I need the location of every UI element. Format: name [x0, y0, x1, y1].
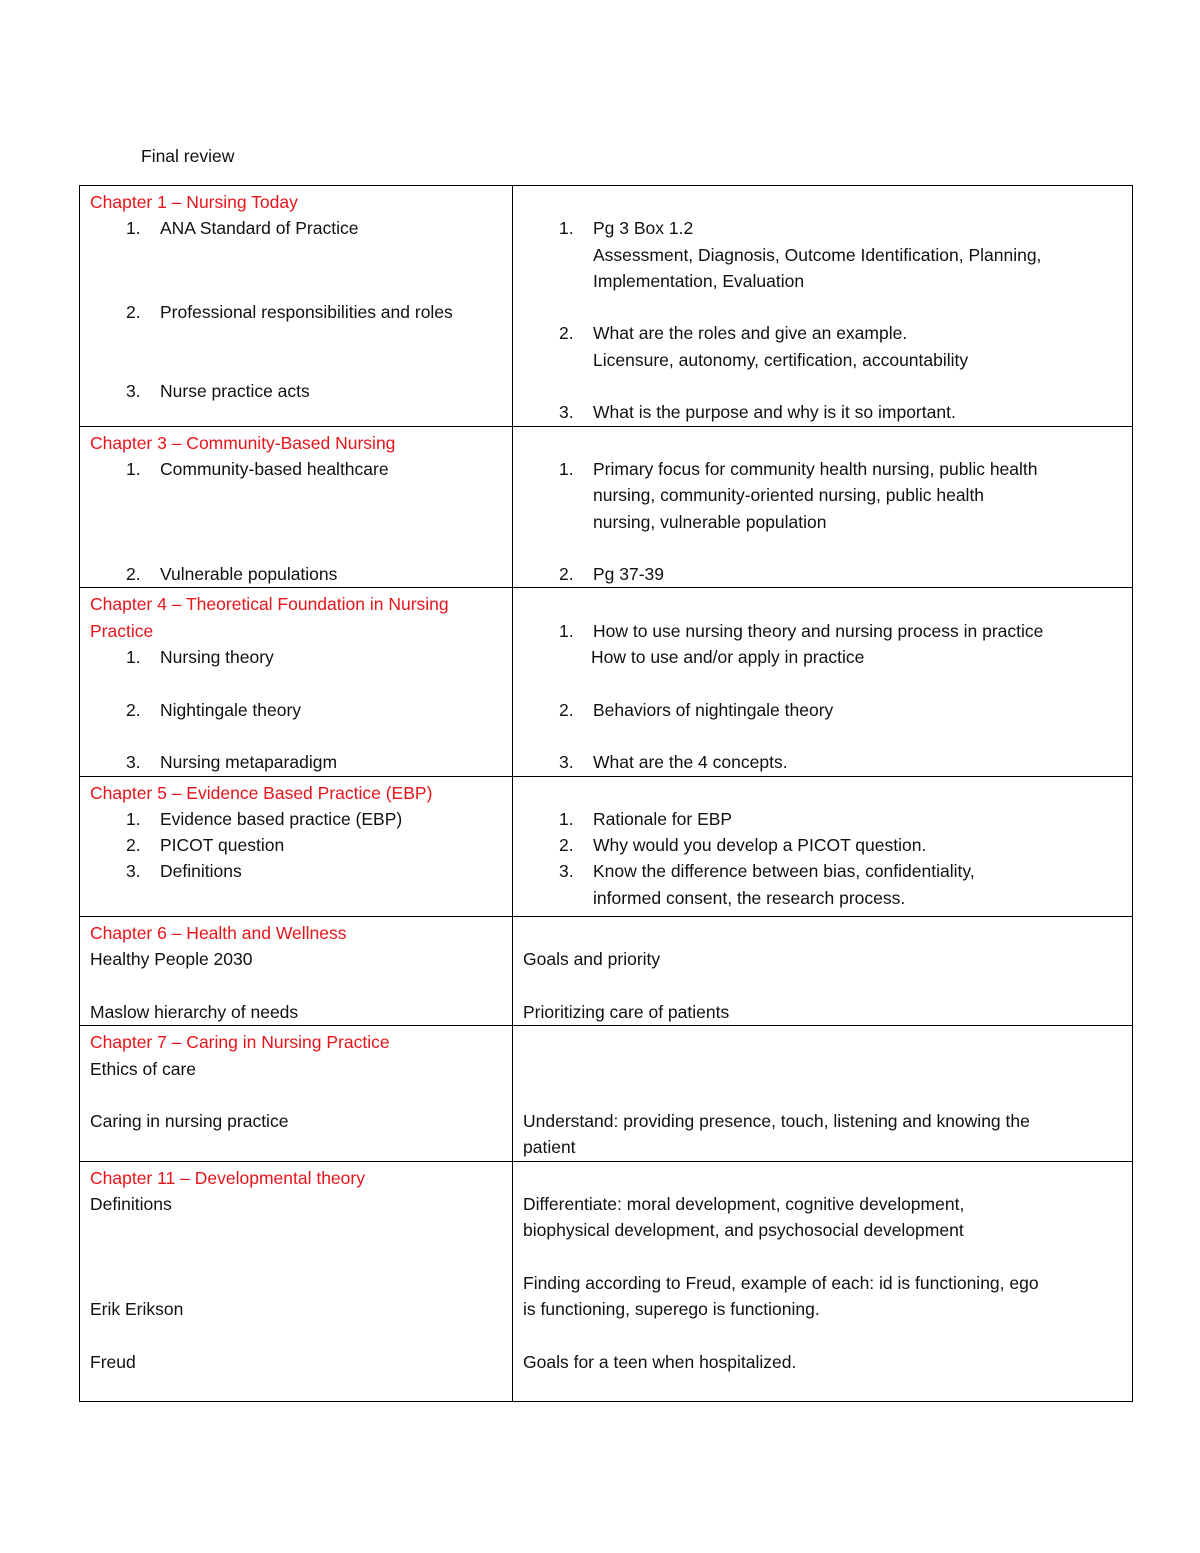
item-text: ANA Standard of Practice [160, 218, 359, 239]
item-number: 1. [559, 458, 574, 479]
notes-text: biophysical development, and psychosocial development [523, 1220, 964, 1241]
item-detail: Assessment, Diagnosis, Outcome Identification, Planning, [593, 244, 1042, 265]
list-item [90, 832, 504, 858]
item-text: Nursing theory [160, 647, 274, 668]
item-number: 3. [559, 402, 574, 423]
list-item [523, 806, 1124, 832]
topic-cell [80, 1161, 513, 1402]
item-text: Primary focus for community health nursing, public health [593, 458, 1038, 479]
item-detail: Implementation, Evaluation [593, 270, 805, 291]
list-item [90, 456, 504, 482]
notes-cell [513, 588, 1133, 776]
list-item [90, 299, 504, 325]
item-text: Nurse practice acts [160, 381, 310, 402]
chapter-heading: Chapter 3 – Community-Based Nursing [90, 432, 396, 453]
document-title: Final review [141, 146, 235, 166]
chapter-heading: Chapter 11 – Developmental theory [90, 1167, 365, 1188]
notes-text: Goals and priority [523, 949, 661, 970]
notes-text: Understand: providing presence, touch, listening and knowing the [523, 1111, 1030, 1132]
notes-text: Differentiate: moral development, cognitive development, [523, 1193, 965, 1214]
item-number: 3. [559, 861, 574, 882]
item-text: Evidence based practice (EBP) [160, 808, 403, 829]
notes-cell [513, 1026, 1133, 1161]
topic-cell [80, 1026, 513, 1161]
topic-text: Maslow hierarchy of needs [90, 1001, 299, 1022]
list-item [523, 832, 1124, 858]
list-item [90, 215, 504, 241]
topic-text: Caring in nursing practice [90, 1111, 289, 1132]
notes-text: Prioritizing care of patients [523, 1001, 730, 1022]
topic-cell [80, 426, 513, 588]
table-row [80, 1161, 1133, 1402]
item-detail: informed consent, the research process. [593, 887, 906, 908]
list-item [523, 697, 1124, 723]
item-text: Rationale for EBP [593, 808, 733, 829]
item-number: 2. [126, 699, 141, 720]
item-number: 2. [126, 302, 141, 323]
topic-cell [80, 186, 513, 427]
item-number: 1. [126, 218, 141, 239]
topic-cell [80, 588, 513, 776]
item-number: 2. [559, 835, 574, 856]
list-item [90, 806, 504, 832]
list-item [90, 749, 504, 775]
item-text: Behaviors of nightingale theory [593, 699, 834, 720]
item-text: What are the 4 concepts. [593, 752, 788, 773]
table-row [80, 588, 1133, 776]
notes-text: Goals for a teen when hospitalized. [523, 1351, 797, 1372]
item-number: 1. [559, 218, 574, 239]
item-text: What are the roles and give an example. [593, 323, 908, 344]
item-number: 3. [126, 381, 141, 402]
item-text: Know the difference between bias, confidentiality, [593, 861, 975, 882]
topic-text: Definitions [90, 1193, 172, 1214]
item-text: Why would you develop a PICOT question. [593, 835, 927, 856]
list-item [90, 858, 504, 884]
item-text: Nursing metaparadigm [160, 752, 338, 773]
chapter-heading: Chapter 5 – Evidence Based Practice (EBP) [90, 782, 433, 803]
item-text: Pg 3 Box 1.2 [593, 218, 694, 239]
notes-text: Finding according to Freud, example of each: id is functioning, ego [523, 1272, 1039, 1293]
list-item [90, 378, 504, 404]
item-number: 2. [126, 564, 141, 585]
item-text: Professional responsibilities and roles [160, 302, 453, 323]
item-number: 3. [126, 861, 141, 882]
chapter-heading: Chapter 7 – Caring in Nursing Practice [90, 1032, 390, 1053]
item-number: 2. [559, 323, 574, 344]
table-row [80, 426, 1133, 588]
notes-cell [513, 426, 1133, 588]
topic-text: Freud [90, 1351, 136, 1372]
list-item [90, 644, 504, 670]
table-row [80, 186, 1133, 427]
list-item [523, 618, 1124, 644]
notes-text: patient [523, 1137, 576, 1158]
notes-cell [513, 1161, 1133, 1402]
list-item [523, 858, 1124, 884]
item-text: Pg 37-39 [593, 564, 665, 585]
table-row [80, 1026, 1133, 1161]
topic-cell [80, 776, 513, 916]
chapter-heading: Chapter 1 – Nursing Today [90, 192, 298, 212]
chapter-heading-continued: Practice [90, 620, 154, 641]
list-item [90, 561, 504, 587]
item-text: Definitions [160, 861, 242, 882]
list-item [90, 697, 504, 723]
item-detail: nursing, vulnerable population [593, 511, 827, 532]
notes-text: is functioning, superego is functioning. [523, 1299, 820, 1320]
list-item [523, 749, 1124, 775]
review-table [79, 185, 1133, 1402]
list-item [523, 399, 1124, 425]
item-number: 3. [559, 752, 574, 773]
topic-text: Ethics of care [90, 1058, 197, 1079]
list-item [523, 215, 1124, 241]
item-text: Nightingale theory [160, 699, 302, 720]
item-number: 2. [559, 699, 574, 720]
topic-cell [80, 917, 513, 1026]
item-detail: How to use and/or apply in practice [591, 647, 865, 668]
notes-cell [513, 917, 1133, 1026]
topic-text: Healthy People 2030 [90, 949, 253, 970]
item-number: 1. [559, 808, 574, 829]
item-number: 1. [559, 620, 574, 641]
item-detail: Licensure, autonomy, certification, accountability [593, 349, 969, 370]
notes-cell [513, 186, 1133, 427]
list-item [523, 561, 1124, 587]
chapter-heading: Chapter 6 – Health and Wellness [90, 923, 347, 944]
table-row [80, 917, 1133, 1026]
item-number: 2. [559, 564, 574, 585]
list-item [523, 456, 1124, 482]
item-text: How to use nursing theory and nursing process in practice [593, 620, 1044, 641]
chapter-heading: Chapter 4 – Theoretical Foundation in Nursing [90, 594, 449, 615]
item-number: 2. [126, 835, 141, 856]
item-number: 1. [126, 458, 141, 479]
notes-cell [513, 776, 1133, 916]
item-text: Community-based healthcare [160, 458, 389, 479]
item-detail: nursing, community-oriented nursing, public health [593, 485, 985, 506]
item-number: 3. [126, 752, 141, 773]
topic-text: Erik Erikson [90, 1299, 184, 1320]
item-text: Vulnerable populations [160, 564, 338, 585]
list-item [523, 320, 1124, 346]
item-number: 1. [126, 808, 141, 829]
item-text: What is the purpose and why is it so important. [593, 402, 956, 423]
table-row [80, 776, 1133, 916]
item-text: PICOT question [160, 835, 285, 856]
item-number: 1. [126, 647, 141, 668]
